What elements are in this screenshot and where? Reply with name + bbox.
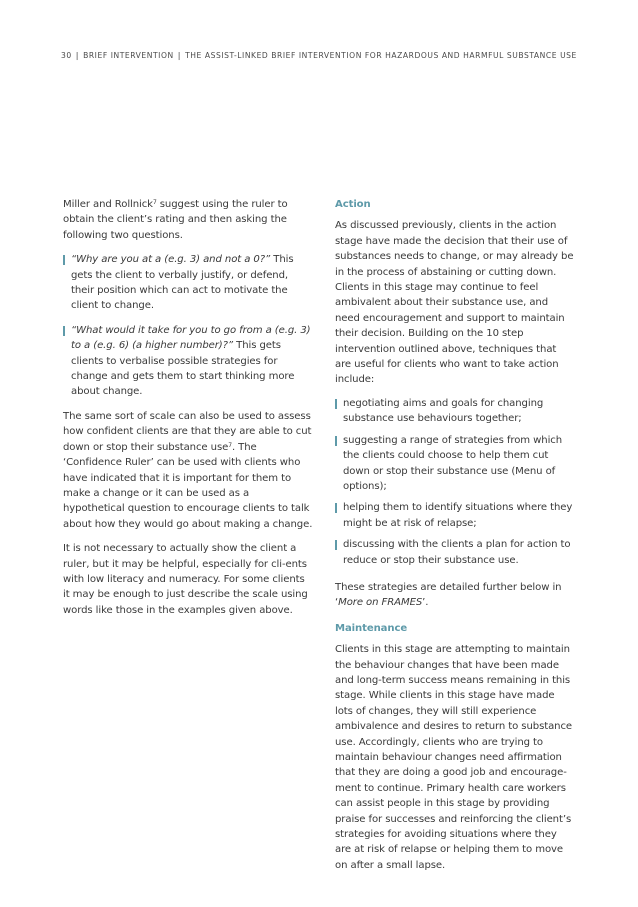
question-text: “What would it take for you to go from a (e.g. 3) to a (e.g. 6) (a higher number)?” xyxy=(71,324,311,352)
frames-reference: More on FRAMES xyxy=(338,597,423,609)
header-title: THE ASSIST-LINKED BRIEF INTERVENTION FOR HAZARDOUS AND HARMFUL SUBSTANCE USE xyxy=(185,51,577,60)
running-header xyxy=(61,51,598,60)
right-column xyxy=(335,197,575,882)
action-bullet: negotiating aims and goals for changing substance use behaviours together; xyxy=(335,396,575,427)
action-heading: Action xyxy=(335,199,371,210)
left-column xyxy=(63,197,313,627)
question-explanation: This gets clients to verbalise possible strategies for change and gets them to start thinking more about change. xyxy=(71,340,295,398)
paragraph-text: The same sort of scale can also be used to assess how confident clients are that they are able to cut down or stop their substance use xyxy=(63,410,312,453)
footnote-ref: 7 xyxy=(152,199,157,206)
header-section: BRIEF INTERVENTION xyxy=(83,51,174,60)
header-separator: | xyxy=(177,51,182,60)
strategies-text: These strategies are detailed further below in ‘ xyxy=(335,581,562,609)
action-bullet: helping them to identify situations where they might be at risk of relapse; xyxy=(335,500,575,531)
question-text: “Why are you at a (e.g. 3) and not a 0?” xyxy=(71,254,271,266)
action-paragraph: As discussed previously, clients in the action stage have made the decision that their use of substances needs to change, or may already be in the process of abstaining or cutting down. Clients in this stage may continue to feel ambivalent about their substance use, and need encouragement and support to maintain their decision. Building on the 10 step intervention outlined above, techniques that are useful for clients who want to take action include: xyxy=(335,220,574,386)
confidence-ruler-paragraph xyxy=(63,409,313,532)
strategies-text-end: ’. xyxy=(422,597,429,609)
question-bullet-2 xyxy=(63,323,313,400)
ruler-paragraph: It is not necessary to actually show the client a ruler, but it may be helpful, especially for cli-ents with low literacy and numeracy. For some clients it may be enough to just describe the scale using words like those in the examples given above. xyxy=(63,543,308,616)
question-bullet-1 xyxy=(63,252,313,314)
header-separator: | xyxy=(75,51,80,60)
intro-text-cont: suggest using the ruler to obtain the client’s rating and then asking the following two questions. xyxy=(63,199,288,241)
footnote-ref: 7 xyxy=(228,441,232,449)
question-explanation: This gets the client to verbally justify, or defend, their position which can act to motivate the client to change. xyxy=(71,254,294,312)
maintenance-heading: Maintenance xyxy=(335,622,408,634)
action-bullet: suggesting a range of strategies from which the clients could choose to help them cut down or stop their substance use (Menu of options); xyxy=(335,433,575,495)
action-bullet: discussing with the clients a plan for action to reduce or stop their substance use. xyxy=(335,537,575,568)
maintenance-paragraph: Clients in this stage are attempting to maintain the behaviour changes that have been made and long-term success means remaining in this stage. While clients in this stage have made lots of changes, they will still experience ambivalence and desires to return to substance use. Accordingly, clients who are trying to maintain behaviour changes need affirmation that they are doing a good job and encourage-ment to continue. Primary health care workers can assist people in this stage by providing praise for successes and reinforcing the client’s strategies for avoiding situations where they are at risk of relapse or helping them to move on after a small lapse. xyxy=(335,644,573,871)
page-number: 30 xyxy=(61,51,72,60)
intro-paragraph xyxy=(63,197,313,243)
strategies-paragraph xyxy=(335,580,575,611)
paragraph-text-cont: . The ‘Confidence Ruler’ can be used with clients who have indicated that it is important for them to make a change or it can be used as a hypothetical question to encourage clients to talk about how they would go about making a change. xyxy=(63,441,313,530)
intro-text: Miller and Rollnick xyxy=(63,199,153,210)
